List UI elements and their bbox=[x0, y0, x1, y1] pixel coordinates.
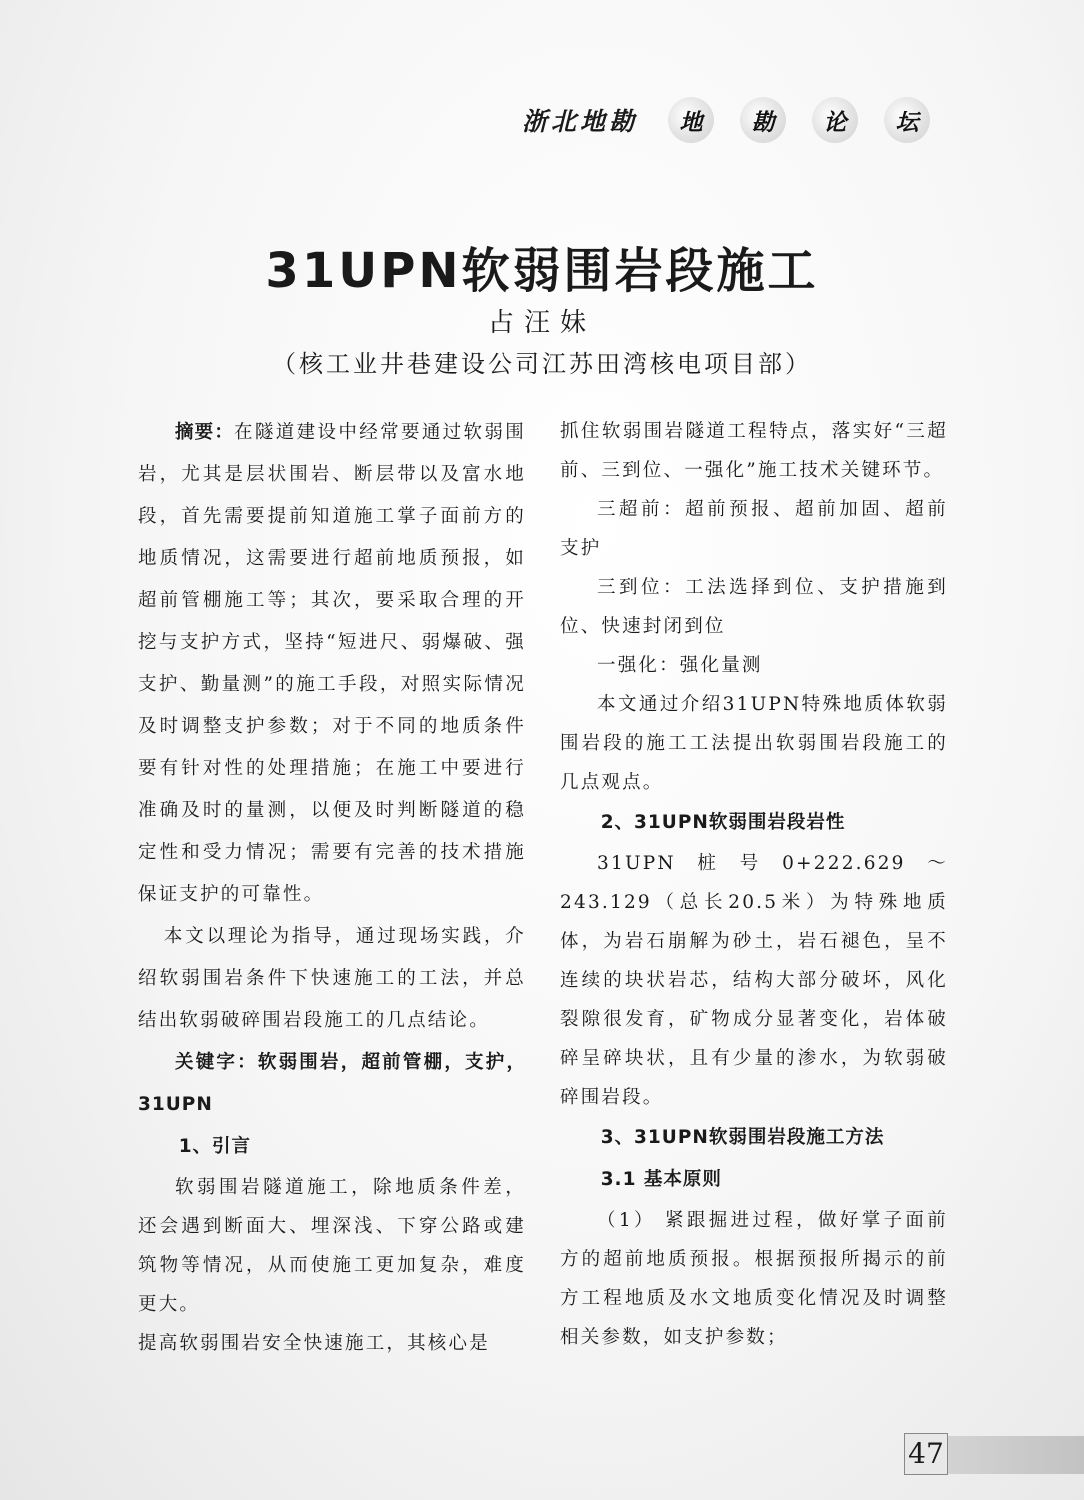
section-3-1-heading: 3.1 基本原则 bbox=[600, 1169, 722, 1190]
keywords-label: 关键字： bbox=[175, 1052, 258, 1073]
section-3-heading: 3、31UPN软弱围岩段施工方法 bbox=[600, 1127, 885, 1148]
section-1-heading: 1、引言 bbox=[178, 1136, 252, 1157]
article-title: 31UPN软弱围岩段施工 bbox=[265, 243, 819, 299]
paragraph: 抓住软弱围岩隧道工程特点，落实好“三超前、三到位、一强化”施工技术关键环节。 bbox=[560, 421, 948, 481]
section-3-1-paragraph: （1） 紧跟掘进过程，做好掌子面前方的超前地质预报。根据预报所揭示的前方工程地质及水文地质变化情况及时调整相关参数，如支护参数； bbox=[560, 1210, 948, 1348]
keywords-text: 软弱围岩，超前管棚，支护，31UPN bbox=[138, 1052, 526, 1115]
paragraph: 三超前：超前预报、超前加固、超前支护 bbox=[560, 499, 948, 559]
abstract-paragraph-2: 本文以理论为指导，通过现场实践，介绍软弱围岩条件下快速施工的工法，并总结出软弱破碎围岩段施工的几点结论。 bbox=[138, 926, 526, 1031]
right-column bbox=[560, 412, 948, 1357]
abstract-text: 在隧道建设中经常要通过软弱围岩，尤其是层状围岩、断层带以及富水地段，首先需要提前知道施工掌子面前方的地质情况，这需要进行超前地质预报，如超前管棚施工等；其次，要采取合理的开挖与支护方式，坚持“短进尺、弱爆破、强支护、勤量测”的施工手段，对照实际情况及时调整支护参数；对于不同的地质条件要有针对性的处理措施；在施工中要进行准确及时的量测，以便及时判断隧道的稳定性和受力情况；需要有完善的技术措施保证支护的可靠性。 bbox=[138, 422, 526, 905]
section-1-paragraph-2: 提高软弱围岩安全快速施工，其核心是 bbox=[138, 1333, 490, 1354]
paragraph: 三到位：工法选择到位、支护措施到位、快速封闭到位 bbox=[560, 577, 948, 637]
page-number: 47 bbox=[904, 1433, 948, 1475]
abstract-label: 摘要： bbox=[175, 422, 235, 443]
column-name bbox=[668, 97, 930, 143]
article-author: 占汪妹 bbox=[487, 308, 596, 338]
author-affiliation: （核工业井巷建设公司江苏田湾核电项目部） bbox=[272, 350, 812, 378]
keywords-paragraph bbox=[138, 1042, 526, 1126]
paragraph: 本文通过介绍31UPN特殊地质体软弱围岩段的施工工法提出软弱围岩段施工的几点观点。 bbox=[560, 694, 948, 793]
column-char: 勘 bbox=[740, 97, 786, 143]
section-1-paragraph: 软弱围岩隧道施工，除地质条件差，还会遇到断面大、埋深浅、下穿公路或建筑物等情况，从而使施工更加复杂，难度更大。 bbox=[138, 1177, 526, 1315]
column-char: 论 bbox=[812, 97, 858, 143]
section-2-heading: 2、31UPN软弱围岩段岩性 bbox=[600, 812, 846, 833]
journal-header bbox=[522, 98, 930, 142]
paragraph: 一强化：强化量测 bbox=[597, 655, 763, 676]
abstract-paragraph bbox=[138, 412, 526, 916]
column-char: 地 bbox=[668, 97, 714, 143]
column-char: 坛 bbox=[884, 97, 930, 143]
left-column bbox=[138, 412, 526, 1363]
section-2-paragraph: 31UPN桩号0+222.629～243.129（总长20.5米）为特殊地质体，为岩石崩解为砂土，岩石褪色，呈不连续的块状岩芯，结构大部分破坏，风化裂隙很发育，矿物成分显著变化，岩体破碎呈碎块状，且有少量的渗水，为软弱破碎围岩段。 bbox=[560, 853, 948, 1108]
journal-brand: 浙北地勘 bbox=[522, 107, 639, 136]
